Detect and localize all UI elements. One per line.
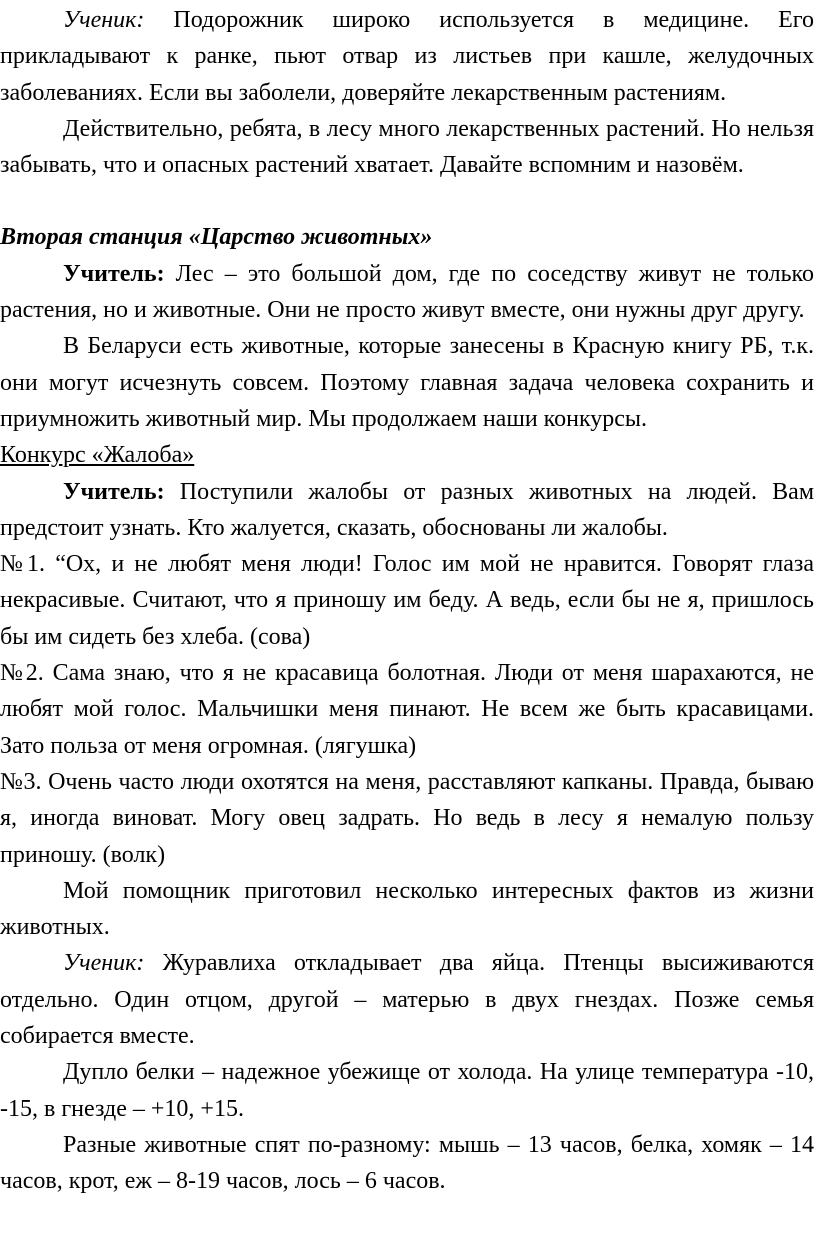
complaint-3: №3. Очень часто люди охотятся на меня, расставляют капканы. Правда, бываю я, иногда виноват. Могу овец задрать. Но ведь в лесу я немалую пользу приношу. (волк) bbox=[0, 768, 814, 868]
section-heading: Вторая станция «Царство животных» bbox=[0, 224, 433, 251]
speaker-label: Учитель: bbox=[63, 478, 165, 505]
paragraph-student-crane bbox=[0, 945, 814, 1054]
paragraph-text: Мой помощник приготовил несколько интересных фактов из жизни животных. bbox=[0, 877, 814, 941]
document-page bbox=[0, 2, 814, 1200]
paragraph-helper-facts bbox=[0, 873, 814, 946]
paragraph-squirrel bbox=[0, 1054, 814, 1127]
complaint-2: №2. Сама знаю, что я не красавица болотная. Люди от меня шарахаются, не любят мой голос. Мальчишки меня пинают. Не всем же быть красавицами. Зато польза от меня огромная. (лягушка) bbox=[0, 660, 814, 759]
paragraph-text: Разные животные спят по-разному: мышь – 13 часов, белка, хомяк – 14 часов, крот, еж – 8-19 часов, лось – 6 часов. bbox=[0, 1131, 814, 1195]
paragraph-text: Журавлиха откладывает два яйца. Птенцы высиживаются отдельно. Один отцом, другой – матерью в двух гнездах. Позже семья собирается вместе. bbox=[0, 950, 814, 1050]
speaker-label: Ученик: bbox=[63, 7, 145, 33]
paragraph-dangerous-plants bbox=[0, 111, 814, 184]
paragraph-text: Лес – это большой дом, где по соседству живут не только растения, но и животные. Они не просто живут вместе, они нужны друг другу. bbox=[0, 260, 814, 324]
paragraph-text: Дупло белки – надежное убежище от холода. На улице температура -10, -15, в гнезде – +10, +15. bbox=[0, 1059, 814, 1122]
paragraph-sleep bbox=[0, 1127, 814, 1200]
contest-title: Конкурс «Жалоба» bbox=[0, 442, 195, 469]
speaker-label: Учитель: bbox=[63, 260, 165, 287]
paragraph-student-plantain bbox=[0, 2, 814, 111]
complaint-1: №1. “Ох, и не любят меня люди! Голос им мой не нравится. Говорят глаза некрасивые. Считают, что я приношу им беду. А ведь, если бы не я, пришлось бы им сидеть без хлеба. (сова) bbox=[0, 551, 814, 650]
paragraph-text: Подорожник широко используется в медицине. Его прикладывают к ранке, пьют отвар из листьев при кашле, желудочных заболеваниях. Если вы заболели, доверяйте лекарственным растениям. bbox=[0, 7, 814, 106]
blank-line bbox=[0, 183, 814, 219]
paragraph-text: Действительно, ребята, в лесу много лекарственных растений. Но нельзя забывать, что и опасных растений хватает. Давайте вспомним и назовём. bbox=[0, 115, 814, 179]
paragraph-teacher-complaints bbox=[0, 474, 814, 547]
speaker-label: Ученик: bbox=[63, 950, 145, 977]
paragraph-text: В Беларуси есть животные, которые занесены в Красную книгу РБ, т.к. они могут исчезнуть совсем. Поэтому главная задача человека сохранить и приумножить животный мир. Мы продолжаем наши конкурсы. bbox=[0, 333, 814, 432]
paragraph-teacher-forest bbox=[0, 256, 814, 329]
paragraph-text: Поступили жалобы от разных животных на людей. Вам предстоит узнать. Кто жалуется, сказать, обоснованы ли жалобы. bbox=[0, 478, 814, 541]
paragraph-red-book bbox=[0, 328, 814, 437]
